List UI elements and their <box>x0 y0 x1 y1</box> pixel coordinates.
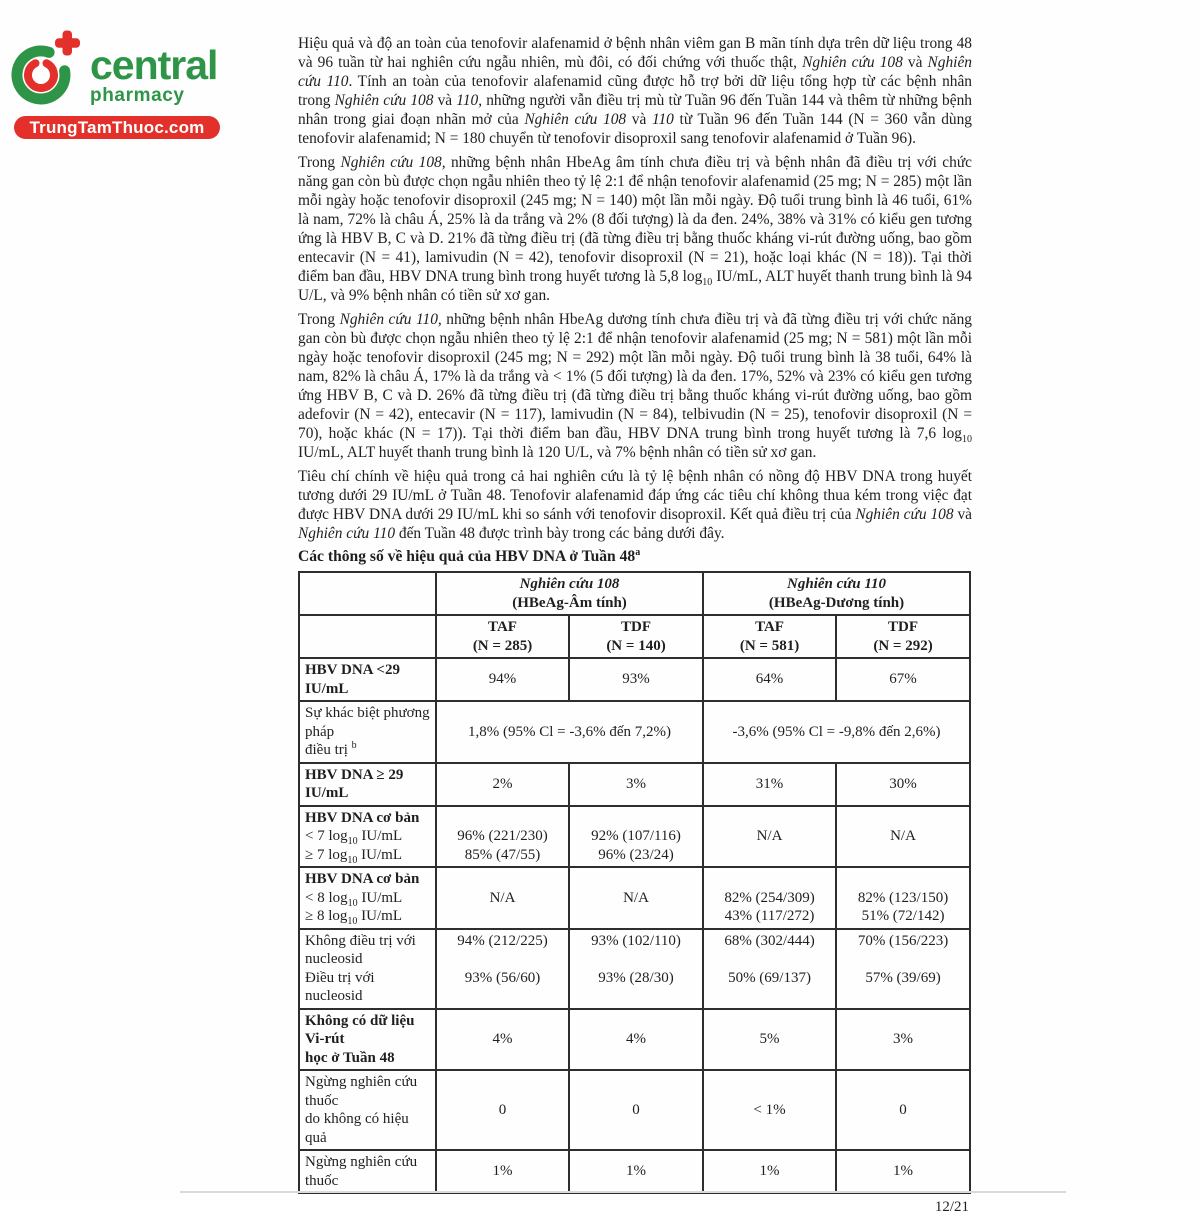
text-run: Không điều trị với <box>305 932 416 949</box>
row-label <box>299 1150 436 1193</box>
row-label <box>299 1009 436 1071</box>
text-run: Tiêu chí chính về hiệu quả trong cả hai nghiên cứu là tỷ lệ bệnh nhân có nồng độ HBV DNA trong huyết tương dưới 29 IU/mL ở Tuần 48. Tenofovir alafenamid đáp ứng các tiêu chí không thua kém trong việc đạt được HBV DNA dưới 29 IU/mL khi so sánh với tenofovir disoproxil. Kết quả điều trị của <box>298 468 972 523</box>
superscript-marker: b <box>351 740 357 751</box>
paragraph <box>298 310 972 462</box>
table-cell <box>703 867 836 929</box>
text-run: nucleosid <box>305 951 363 967</box>
table-corner-cell <box>299 615 436 658</box>
cell-value-line: 3% <box>893 1031 914 1047</box>
cell-value-line: 30% <box>889 775 917 792</box>
study-group-header <box>436 572 703 615</box>
cell-value-line: 50% (69/137) <box>728 969 811 986</box>
text-run: Nghiên cứu 108 <box>334 92 434 109</box>
table-cell <box>836 867 970 929</box>
text-run: và <box>433 92 457 109</box>
subscript-text: 10 <box>962 434 972 446</box>
row-label-line <box>305 1110 431 1147</box>
table-cell <box>836 763 970 806</box>
paragraph <box>298 34 972 148</box>
table-cell <box>569 1150 703 1193</box>
cell-value-line <box>441 809 564 828</box>
table-cell <box>836 658 970 701</box>
table-cell <box>703 763 836 806</box>
text-run: IU/mL <box>357 908 402 924</box>
row-label-line <box>305 809 431 828</box>
row-label <box>299 701 436 763</box>
row-label-line <box>305 969 431 1006</box>
sample-size: (N = 292) <box>873 637 933 654</box>
logo-website-badge: TrungTamThuoc.com <box>14 116 220 139</box>
row-label-line <box>305 932 431 951</box>
table-cell <box>569 1070 703 1150</box>
table-row <box>299 929 970 1009</box>
table-cell <box>703 701 970 763</box>
text-run: do không có hiệu quả <box>305 1111 409 1146</box>
cell-value-line: 93% (28/30) <box>598 969 674 986</box>
table-cell <box>569 929 703 1009</box>
sample-size: (N = 285) <box>472 637 533 654</box>
cell-value-line: 57% (39/69) <box>865 969 941 986</box>
table-header <box>299 572 970 658</box>
text-run: Nghiên cứu 110, <box>339 311 442 328</box>
table-body <box>299 658 970 1193</box>
text-run: Nghiên cứu 108 <box>524 111 627 128</box>
row-label-line <box>305 889 431 908</box>
cell-value-line: 94% (212/225) <box>457 932 548 949</box>
paragraphs <box>298 34 972 543</box>
text-run: < 7 log <box>305 828 348 844</box>
cell-value-line: 2% <box>492 775 513 792</box>
table-cell <box>703 1070 836 1150</box>
text-run: Không có dữ liệu Vi-rút <box>305 1012 415 1047</box>
cell-value-line <box>841 870 965 889</box>
treatment-column-header <box>836 615 970 658</box>
subscript-text: 10 <box>702 277 713 289</box>
logo-text <box>90 30 217 107</box>
cell-value-line: 3% <box>626 775 646 792</box>
scan-artifact-line <box>180 1191 1066 1193</box>
row-label-line <box>305 1012 431 1049</box>
central-pharmacy-logo <box>14 30 226 139</box>
table-cell <box>436 1150 569 1193</box>
cell-value-line: 67% <box>889 671 917 688</box>
cell-value-line: 82% (254/309) <box>724 889 815 906</box>
cell-value-line: 1,8% (95% Cl = -3,6% đến 7,2%) <box>468 723 672 740</box>
table-cell <box>836 929 970 1009</box>
paragraph <box>298 153 972 305</box>
table-cell <box>436 763 569 806</box>
page-number: 12/21 <box>934 1199 969 1215</box>
cell-value-line: 4% <box>492 1031 513 1047</box>
row-label-line <box>305 827 431 846</box>
cell-value-line: 43% (117/272) <box>724 908 815 924</box>
superscript-marker: a <box>635 546 641 558</box>
treatment-column-header <box>569 615 703 658</box>
text-run: từ Tuần 96 đến Tuần 144 (N = 360 vẫn dùng tenofovir alafenamid; N = 180 chuyển từ tenofovir disoproxil sang tenofovir alafenamid ở Tuần 96). <box>298 111 972 147</box>
cell-value-line: 0 <box>899 1101 907 1118</box>
drug-abbreviation: TDF <box>888 619 919 635</box>
paragraph <box>298 467 972 543</box>
text-run: điều trị <box>305 742 352 758</box>
cell-value-line: 93% (102/110) <box>591 932 681 949</box>
logo-brand-text: central <box>90 42 218 88</box>
text-run: IU/mL <box>357 828 403 844</box>
text-run: < 8 log <box>305 889 348 906</box>
treatment-column-header <box>436 615 569 658</box>
pharmacy-cross-logo-icon <box>14 30 80 106</box>
cell-value-line <box>708 870 831 889</box>
row-label-line <box>305 766 431 803</box>
row-label-line <box>305 661 431 698</box>
cell-value-line: N/A <box>489 889 516 906</box>
table-cell <box>436 929 569 1009</box>
text-run: Sự khác biệt phương pháp <box>305 705 430 740</box>
study-subtitle: (HBeAg-Âm tính) <box>512 594 627 611</box>
sample-size: (N = 140) <box>606 637 666 654</box>
efficacy-table <box>298 571 971 1194</box>
table-row <box>299 1009 970 1071</box>
row-label <box>299 763 436 806</box>
cell-value-line: 96% (23/24) <box>598 846 674 863</box>
cell-value-line: 1% <box>626 1163 646 1180</box>
cell-value-line: 0 <box>632 1101 640 1118</box>
table-cell <box>436 867 569 929</box>
cell-value-line: 0 <box>498 1101 507 1118</box>
cell-value-line: < 1% <box>753 1101 786 1118</box>
text-run: Nghiên cứu 108 <box>802 54 903 71</box>
cell-value-line: 64% <box>755 671 784 688</box>
cell-value-line: 1% <box>492 1163 513 1180</box>
table-row <box>299 701 970 763</box>
text-run: những bệnh nhân HbeAg âm tính chưa điều trị và bệnh nhân đã điều trị với chức năng gan còn bù được chọn ngẫu nhiên theo tỷ lệ 2:1 để nhận tenofovir alafenamid (25 mg; N = 285) một lần mỗi ngày hoặc tenofovir disoproxil (245 mg; N = 140) một lần mỗi ngày. Độ tuổi trung bình là 46 tuổi, 61% là nam, 72% là châu Á, 25% là da trắng và 2% (8 đối tượng) là da đen. 24%, 38% và 31% có kiểu gen tương ứng là HBV B, C và D. 21% đã từng điều trị (đã từng điều trị bằng thuốc kháng vi-rút đường uống, bao gồm entecavir (N = 41), lamivudin (N = 42), tenofovir disoproxil (N = 21), hoặc loại khác (N = 18)). Tại thời điểm ban đầu, HBV DNA trung bình trong huyết tương là 5,8 log <box>298 154 973 285</box>
cell-value-line: N/A <box>756 828 783 844</box>
cell-value-line: 93% (56/60) <box>464 969 541 986</box>
logo-row <box>14 30 226 107</box>
cell-value-line: -3,6% (95% Cl = -9,8% đến 2,6%) <box>732 723 941 740</box>
cell-value-line <box>708 950 831 969</box>
table-cell <box>436 1009 569 1071</box>
table-cell <box>703 658 836 701</box>
text-run: Ngừng nghiên cứu thuốc <box>305 1154 418 1189</box>
subscript-text: 10 <box>347 836 358 847</box>
row-label-line <box>305 1049 431 1068</box>
logo-tagline-text: pharmacy <box>90 85 185 106</box>
text-run: IU/mL <box>357 846 402 863</box>
row-label-line <box>305 1153 431 1190</box>
table-row <box>299 763 970 806</box>
cell-value-line: 51% (72/142) <box>861 908 945 924</box>
text-run: Điều trị với nucleosid <box>305 969 375 1004</box>
study-name: Nghiên cứu 110 <box>787 576 887 592</box>
text-run: Trong <box>298 311 340 328</box>
text-run: HBV DNA cơ bản <box>305 871 420 887</box>
table-corner-cell <box>299 572 436 615</box>
text-run: Hiệu quả và độ an toàn của tenofovir alafenamid ở bệnh nhân viêm gan B mãn tính dựa trên dữ liệu trong 48 và 96 tuần từ hai nghiên cứu ngẫu nhiên, mù đôi, có đối chứng với thuốc thật, <box>298 35 972 71</box>
table-row <box>299 1070 970 1150</box>
table-cell <box>436 806 569 868</box>
drug-abbreviation: TAF <box>488 619 517 635</box>
table-cell <box>569 806 703 868</box>
row-label-line <box>305 846 431 865</box>
text-run: Nghiên cứu 108, <box>340 154 446 171</box>
row-label <box>299 1070 436 1150</box>
document-content <box>298 34 972 1216</box>
row-label <box>299 806 436 868</box>
row-label-line <box>305 704 431 741</box>
study-group-header <box>703 572 970 615</box>
cell-value-line <box>574 809 698 828</box>
study-name: Nghiên cứu 108 <box>519 576 620 592</box>
cell-value-line: 1% <box>759 1163 780 1180</box>
row-label <box>299 867 436 929</box>
cell-value-line <box>841 950 965 969</box>
text-run: và <box>902 54 928 71</box>
text-run: IU/mL, ALT huyết thanh trung bình là 94 U/L, và 9% bệnh nhân có tiền sử xơ gan. <box>298 268 972 304</box>
table-cell <box>569 1009 703 1071</box>
text-run: IU/mL <box>357 889 403 906</box>
table-cell <box>436 1070 569 1150</box>
subscript-text: 10 <box>347 916 358 927</box>
sample-size: (N = 581) <box>739 637 800 654</box>
table-cell <box>836 1009 970 1071</box>
table-cell <box>436 658 569 701</box>
text-run: HBV DNA cơ bản <box>305 809 420 826</box>
text-run: IU/mL, ALT huyết thanh trung bình là 120 U/L, và 7% bệnh nhân có tiền sử xơ gan. <box>298 444 817 461</box>
row-label-line <box>305 950 431 969</box>
text-run: và <box>953 506 972 523</box>
text-run: , những người vẫn điều trị mù từ Tuần 96 đến Tuần 144 và thêm từ những bệnh nhân trong giai đoạn nhãn mở của <box>298 92 972 128</box>
cell-value-line: 4% <box>626 1031 646 1047</box>
text-run: học ở Tuần 48 <box>305 1049 395 1066</box>
table-cell <box>836 1150 970 1193</box>
table-cell <box>703 806 836 868</box>
table-cell <box>703 929 836 1009</box>
cell-value-line: 82% (123/150) <box>857 889 949 906</box>
text-run: HBV DNA <29 IU/mL <box>305 662 400 697</box>
drug-abbreviation: TAF <box>755 619 784 635</box>
row-label-line <box>305 741 431 760</box>
text-run: Các thông số về hiệu quả của HBV DNA ở Tuần 48 <box>298 548 636 565</box>
table-row <box>299 658 970 701</box>
table-cell <box>703 1009 836 1071</box>
table-cell <box>436 701 703 763</box>
cell-value-line: 31% <box>755 775 784 792</box>
row-label-line <box>305 907 431 926</box>
row-label <box>299 658 436 701</box>
cell-value-line: 70% (156/223) <box>857 932 949 949</box>
table-row <box>299 867 970 929</box>
table-row <box>299 1150 970 1193</box>
cell-value-line: 85% (47/55) <box>464 846 541 863</box>
table-title <box>298 548 972 566</box>
table-cell <box>569 763 703 806</box>
row-label <box>299 929 436 1009</box>
text-run: HBV DNA ≥ 29 IU/mL <box>305 766 404 801</box>
row-label-line <box>305 1073 431 1110</box>
study-subtitle: (HBeAg-Dương tính) <box>768 594 905 611</box>
table-cell <box>703 1150 836 1193</box>
cell-value-line <box>441 950 564 969</box>
text-run: Nghiên cứu 110 <box>298 525 396 542</box>
table-cell <box>836 1070 970 1150</box>
subscript-text: 10 <box>347 854 358 866</box>
table-row <box>299 806 970 868</box>
cell-value-line: 96% (221/230) <box>457 828 548 844</box>
cell-value-line: 93% <box>622 671 650 688</box>
text-run: và <box>626 111 652 128</box>
text-run: ≥ 7 log <box>305 846 348 863</box>
text-run: 110 <box>456 92 479 109</box>
treatment-column-header <box>703 615 836 658</box>
table-cell <box>569 658 703 701</box>
text-run: đến Tuần 48 được trình bày trong các bảng dưới đây. <box>395 525 725 542</box>
cell-value-line: 92% (107/116) <box>591 828 681 844</box>
subscript-text: 10 <box>347 897 358 909</box>
text-run: những bệnh nhân HbeAg dương tính chưa điều trị và đã từng điều trị với chức năng gan còn bù được chọn ngẫu nhiên theo tỷ lệ 2:1 để nhận tenofovir alafenamid (25 mg; N = 581) một lần mỗi ngày hoặc tenofovir disoproxil (245 mg; N = 292) một lần mỗi ngày. Độ tuổi trung bình là 38 tuổi, 64% là nam, 82% là châu Á, 17% là da trắng và < 1% (5 đối tượng) là da đen. 17%, 52% và 23% có kiểu gen tương ứng HBV B, C và D. 26% đã từng điều trị (đã từng điều trị bằng thuốc kháng vi-rút đường uống, bao gồm adefovir (N = 42), entecavir (N = 117), lamivudin (N = 84), telbivudin (N = 25), tenofovir disoproxil (N = 70), hoặc khác (N = 17)). Tại thời điểm ban đầu, HBV DNA trung bình trong huyết tương là 7,6 log <box>298 311 972 442</box>
cell-value-line: 1% <box>893 1163 914 1180</box>
cell-value-line: 5% <box>759 1031 780 1047</box>
text-run: Trong <box>298 154 341 171</box>
text-run: Ngừng nghiên cứu thuốc <box>305 1074 418 1109</box>
text-run: Nghiên cứu 108 <box>855 506 954 523</box>
table-cell <box>569 867 703 929</box>
text-run: 110 <box>651 111 674 128</box>
table-cell <box>836 806 970 868</box>
cell-value-line <box>574 950 698 969</box>
drug-abbreviation: TDF <box>621 619 651 635</box>
cell-value-line: N/A <box>623 889 649 906</box>
text-run: ≥ 8 log <box>305 908 348 924</box>
plus-icon <box>55 31 80 56</box>
row-label-line <box>305 870 431 889</box>
cell-value-line: N/A <box>890 828 916 844</box>
cell-value-line: 68% (302/444) <box>724 932 815 949</box>
text-run: Nghiên cứu 110 <box>298 54 972 90</box>
cell-value-line: 94% <box>488 671 517 688</box>
text-run: . Tính an toàn của tenofovir alafenamid cũng được hỗ trợ bởi dữ liệu tổng hợp từ các bệnh nhân trong <box>298 73 972 109</box>
